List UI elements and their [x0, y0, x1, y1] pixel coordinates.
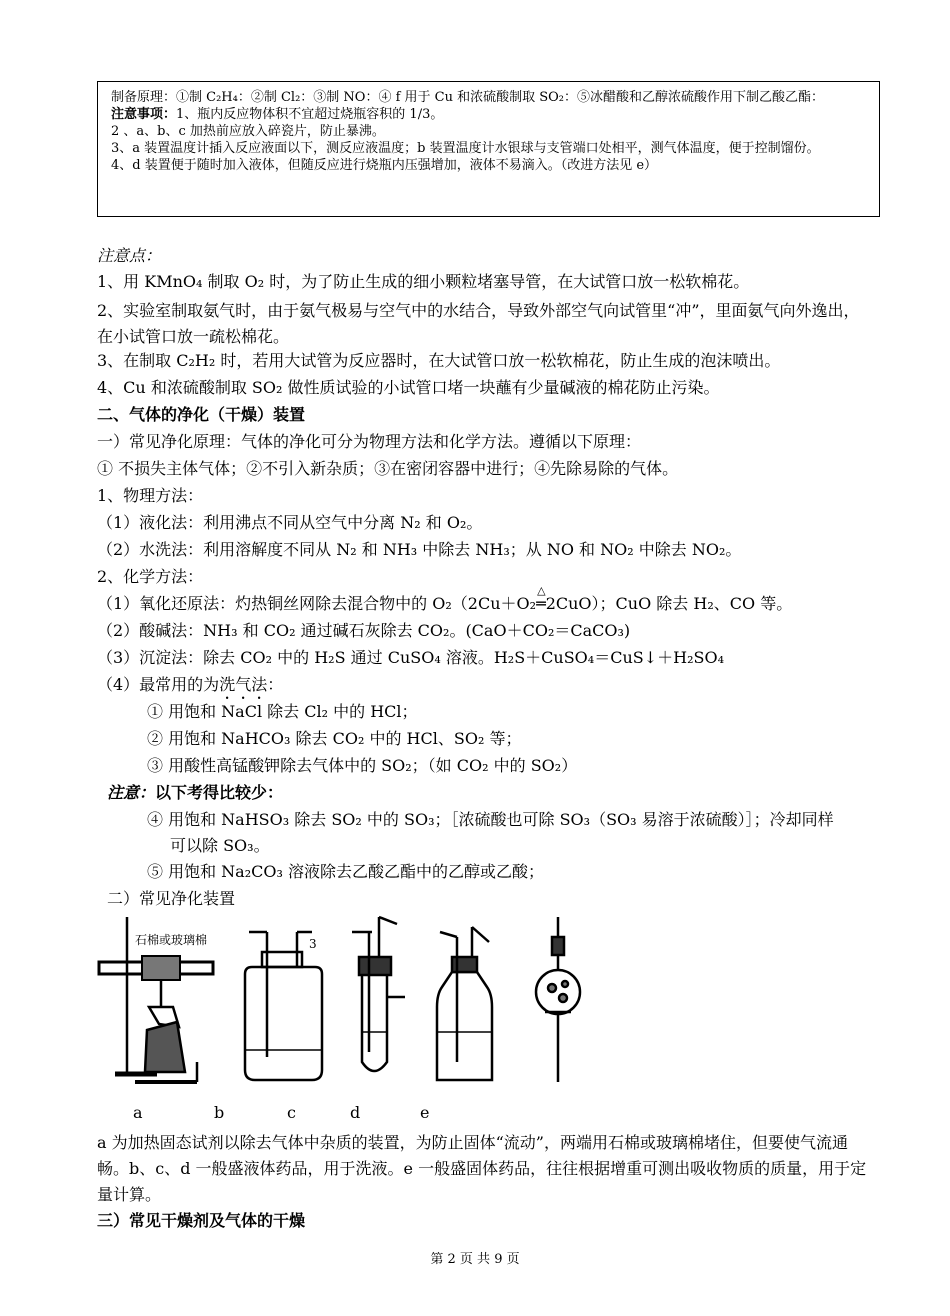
info-box	[97, 81, 880, 217]
chemical-3: （3）沉淀法：除去 CO₂ 中的 H₂S 通过 CuSO₄ 溶液。H₂S＋CuSO₄＝CuS↓＋H₂SO₄	[97, 648, 724, 667]
note-3: 3、在制取 C₂H₂ 时，若用大试管为反应器时，在大试管口放一松软棉花，防止生成的泡沫喷出。	[97, 351, 781, 370]
apparatus-c	[352, 917, 405, 1071]
physical-heading: 1、物理方法：	[97, 486, 204, 505]
note-1: 1、用 KMnO₄ 制取 O₂ 时，为了防止生成的细小颗粒堵塞导管，在大试管口放一松软棉花。	[97, 272, 750, 291]
chemical-4	[97, 675, 283, 703]
physical-1: （1）液化法：利用沸点不同从空气中分离 N₂ 和 O₂。	[97, 513, 483, 532]
wash-item-4b: 可以除 SO₃。	[170, 836, 270, 855]
fig-label-d: d	[350, 1103, 361, 1122]
chemical-4-em: 洗气法	[219, 675, 268, 694]
wash-item-1: ① 用饱和 NaCl 除去 Cl₂ 中的 HCl；	[147, 702, 418, 721]
principle-list: ① 不损失主体气体；②不引入新杂质；③在密闭容器中进行；④先除易除的气体。	[97, 459, 679, 478]
fig-label-number: 3	[309, 937, 317, 951]
device-description: a 为加热固态试剂以除去气体中杂质的装置，为防止固体“流动”，两端用石棉或玻璃棉堵住，但要使气流通畅。b、c、d 一般盛液体药品，用于洗液。e 一般盛固体药品，往往根据增重可测出吸收物质的质量，用于定量计算。	[97, 1133, 867, 1204]
section-2-title: 二、气体的净化（干燥）装置	[97, 405, 306, 424]
note-head: 注意：	[107, 783, 156, 802]
apparatus-e	[536, 917, 580, 1082]
chemical-4-b: ：	[267, 675, 284, 694]
box-line-4: 3、a 装置温度计插入反应液面以下，测反应液温度；b 装置温度计水银球与支管端口处相平，测气体温度，便于控制馏份。	[111, 141, 820, 156]
fig-label-b: b	[214, 1103, 225, 1122]
note-body: 以下考得比较少：	[155, 783, 284, 802]
principle-intro: 一）常见净化原理：气体的净化可分为物理方法和化学方法。遵循以下原理：	[97, 432, 642, 451]
chemical-4-a: （4）最常用的为	[97, 675, 220, 694]
fig-label-c: c	[287, 1103, 296, 1122]
apparatus-d	[437, 927, 492, 1080]
chemical-1-a: （1）氧化还原法：灼热铜丝网除去混合物中的 O₂（2Cu＋O₂	[97, 594, 537, 613]
notes-heading: 注意点：	[97, 246, 162, 265]
device-heading: 二）常见净化装置	[107, 889, 236, 908]
chemical-1-b: 2CuO）；CuO 除去 H₂、CO 等。	[545, 594, 793, 613]
heat-symbol: △	[537, 584, 546, 597]
purification-apparatus-figure	[97, 912, 697, 1092]
wash-item-3: ③ 用酸性高锰酸钾除去气体中的 SO₂；（如 CO₂ 中的 SO₂）	[147, 756, 578, 775]
fig-label-asbestos: 石棉或玻璃棉	[135, 933, 208, 947]
box-line-3: 2 、a、b、c 加热前应放入碎瓷片，防止暴沸。	[111, 124, 385, 139]
box-line-2-text: 1、瓶内反应物体积不宜超过烧瓶容积的 1/3。	[176, 107, 444, 122]
box-line-2-head: 注意事项：	[111, 107, 177, 122]
box-line-1: 制备原理：①制 C₂H₄：②制 Cl₂：③制 NO：④ f 用于 Cu 和浓硫酸制取 SO₂：⑤冰醋酸和乙醇浓硫酸作用下制乙酸乙酯：	[111, 90, 825, 105]
heat-equals	[536, 584, 546, 614]
equals-sign: ═	[536, 594, 546, 613]
page-footer: 第 2 页 共 9 页	[430, 1252, 520, 1267]
chemical-heading: 2、化学方法：	[97, 567, 204, 586]
box-line-2	[111, 107, 869, 122]
physical-2: （2）水洗法：利用溶解度不同从 N₂ 和 NH₃ 中除去 NH₃；从 NO 和 NO₂ 中除去 NO₂。	[97, 540, 742, 559]
fig-label-e: e	[420, 1103, 430, 1122]
box-line-5: 4、d 装置便于随时加入液体，但随反应进行烧瓶内压强增加，液体不易滴入。（改进方法见 e）	[111, 158, 658, 173]
section-3-title: 三）常见干燥剂及气体的干燥	[97, 1211, 306, 1230]
wash-item-4a: ④ 用饱和 NaHSO₃ 除去 SO₂ 中的 SO₃；［浓硫酸也可除 SO₃（SO₃ 易溶于浓硫酸）］；冷却同样	[147, 810, 834, 829]
wash-item-2: ② 用饱和 NaHCO₃ 除去 CO₂ 中的 HCl、SO₂ 等；	[147, 729, 522, 748]
fig-label-a: a	[133, 1103, 143, 1122]
chemical-1	[97, 584, 793, 614]
note-line	[107, 783, 283, 803]
chemical-2: （2）酸碱法：NH₃ 和 CO₂ 通过碱石灰除去 CO₂。(CaO＋CO₂＝CaCO₃)	[97, 621, 631, 640]
apparatus-b	[245, 932, 322, 1080]
wash-item-5: ⑤ 用饱和 Na₂CO₃ 溶液除去乙酸乙酯中的乙醇或乙酸；	[147, 862, 544, 881]
note-2: 2、实验室制取氨气时，由于氨气极易与空气中的水结合，导致外部空气向试管里“冲”，里面氨气向外逸出，在小试管口放一疏松棉花。	[97, 301, 860, 346]
note-4: 4、Cu 和浓硫酸制取 SO₂ 做性质试验的小试管口堵一块蘸有少量碱液的棉花防止污染。	[97, 378, 720, 397]
